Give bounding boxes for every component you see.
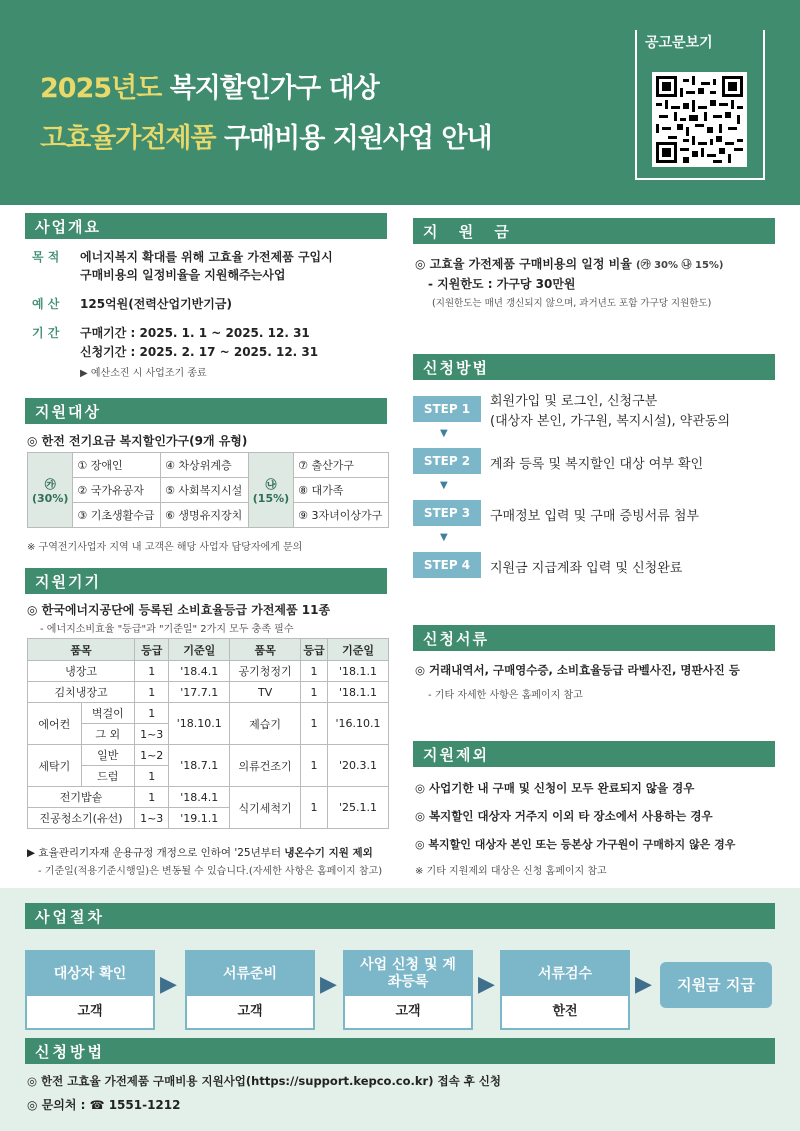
step-3-badge: STEP 3 [413,500,481,526]
item-name: 진공청소기(유선) [28,808,135,829]
howto-line-1: ◎ 한전 고효율 가전제품 구매비용 지원사업(https://support.kepco.co.kr) 접속 후 신청 [27,1074,502,1088]
process-step-actor: 고객 [77,1004,103,1019]
col-header: 품목 [28,639,135,661]
item-date: '18.1.1 [328,682,389,703]
item-name: 김치냉장고 [28,682,135,703]
item-name: 세탁기 [28,745,82,787]
group-a-label: ㉮ (30%) [28,453,73,528]
purpose-line-2: 구매비용의 일정비율을 지원해주는사업 [80,268,286,282]
col-header: 등급 [135,639,169,661]
exclude-item: ◎ 복지할인 대상자 본인 또는 등본상 가구원이 구매하지 않은 경우 [415,838,736,851]
target-item: ⑨ 3자녀이상가구 [294,503,389,528]
items-sub: - 에너지소비효율 "등급"과 "기준일" 2가지 모두 충족 필수 [40,624,294,635]
item-grade: 1 [300,661,327,682]
process-step-label: 서류준비 [187,952,313,996]
period-key: 기 간 [32,326,60,340]
qr-label: 공고문보기 [645,35,713,51]
step-2-badge: STEP 2 [413,448,481,474]
item-date: '18.1.1 [328,661,389,682]
item-date: '18.7.1 [169,745,230,787]
apply-section-title: 신청방법 [413,354,775,380]
howto-section-title: 신청방법 [25,1038,775,1064]
step-1-text-1: 회원가입 및 로그인, 신청구분 [490,394,658,409]
items-note-2: - 기준일(적용기준시행일)은 변동될 수 있습니다.(자세한 사항은 홈페이지 참고) [38,866,383,877]
target-item: ⑥ 생명유지장치 [161,503,249,528]
target-section-title: 지원대상 [25,398,387,424]
process-step-3 [343,950,473,1030]
grant-limit: - 지원한도 : 가구당 30만원 [428,277,576,291]
item-date: '18.4.1 [169,661,230,682]
docs-line-2: - 기타 자세한 사항은 홈페이지 참고 [428,690,583,701]
items-section-title: 지원기기 [25,568,387,594]
target-item: ① 장애인 [73,453,161,478]
items-head: ◎ 한국에너지공단에 등록된 소비효율등급 가전제품 11종 [27,603,331,617]
item-grade: 1 [300,787,327,829]
step-2-text: 계좌 등록 및 복지할인 대상 여부 확인 [490,457,704,472]
process-step-actor: 고객 [237,1004,263,1019]
budget-value: 125억원(전력산업기반기금) [80,297,232,311]
group-b-label: ㉯ (15%) [248,453,293,528]
process-arrow-icon: ▶ [320,972,337,997]
process-arrow-icon: ▶ [635,972,652,997]
target-item: ③ 기초생활수급 [73,503,161,528]
howto-contact: ◎ 문의처 : ☎ 1551-1212 [27,1098,181,1112]
exclude-note: ※ 기타 지원제외 대상은 신청 홈페이지 참고 [415,866,607,877]
process-final: 지원금 지급 [660,962,772,1008]
process-arrow-icon: ▶ [160,972,177,997]
target-item: ④ 차상위계층 [161,453,249,478]
period-apply: 신청기간 : 2025. 2. 17 ~ 2025. 12. 31 [80,345,319,359]
step-arrow-icon: ▼ [440,532,448,543]
col-header: 등급 [300,639,327,661]
process-section-title: 사업절차 [25,903,775,929]
process-step-4 [500,950,630,1030]
col-header: 기준일 [169,639,230,661]
title-line-1: 2025년도 복지할인가구 대상 [40,73,379,104]
header-banner [0,0,800,205]
exclude-section-title: 지원제외 [413,741,775,767]
overview-section-title: 사업개요 [25,213,387,239]
process-step-2 [185,950,315,1030]
process-step-label: 사업 신청 및 계좌등록 [345,952,471,996]
purpose-line-1: 에너지복지 확대를 위해 고효율 가전제품 구입시 [80,250,333,264]
item-grade: 1 [135,766,169,787]
process-step-label: 대상자 확인 [27,952,153,996]
target-item: ⑦ 출산가구 [294,453,389,478]
period-note: ▶ 예산소진 시 사업조기 종료 [80,368,207,379]
item-name: TV [230,682,301,703]
item-name: 제습기 [230,703,301,745]
step-arrow-icon: ▼ [440,480,448,491]
col-header: 품목 [230,639,301,661]
item-grade: 1 [135,703,169,724]
item-grade: 1 [135,787,169,808]
item-grade: 1 [300,745,327,787]
step-3-text: 구매정보 입력 및 구매 증빙서류 첨부 [490,509,700,524]
item-subtype: 일반 [81,745,135,766]
exclude-item: ◎ 복지할인 대상자 거주지 이외 타 장소에서 사용하는 경우 [415,809,713,823]
step-4-text: 지원금 지급계좌 입력 및 신청완료 [490,561,683,576]
qr-code-icon[interactable] [652,72,747,167]
item-date: '17.7.1 [169,682,230,703]
item-grade: 1 [300,682,327,703]
item-name: 식기세척기 [230,787,301,829]
item-grade: 1 [300,703,327,745]
item-date: '25.1.1 [328,787,389,829]
process-step-actor: 한전 [552,1004,578,1019]
target-item: ② 국가유공자 [73,478,161,503]
item-date: '16.10.1 [328,703,389,745]
process-step-actor: 고객 [395,1004,421,1019]
item-subtype: 벽걸이 [81,703,135,724]
item-grade: 1~3 [135,808,169,829]
process-step-label: 서류검수 [502,952,628,996]
grant-section-title: 지 원 금 [413,218,775,244]
item-date: '18.4.1 [169,787,230,808]
target-item: ⑧ 대가족 [294,478,389,503]
docs-line-1: ◎ 거래내역서, 구매영수증, 소비효율등급 라벨사진, 명판사진 등 [415,663,740,677]
item-date: '20.3.1 [328,745,389,787]
purpose-key: 목 적 [32,250,60,264]
item-grade: 1~3 [135,724,169,745]
target-item: ⑤ 사회복지시설 [161,478,249,503]
process-step-1 [25,950,155,1030]
item-name: 의류건조기 [230,745,301,787]
item-date: '18.10.1 [169,703,230,745]
period-purchase: 구매기간 : 2025. 1. 1 ~ 2025. 12. 31 [80,326,310,340]
step-1-badge: STEP 1 [413,396,481,422]
budget-key: 예 산 [32,297,60,311]
items-note-1: ▶ 효율관리기자재 운용규정 개정으로 인하여 '25년부터 냉온수기 지원 제외 [27,847,373,859]
item-subtype: 그 외 [81,724,135,745]
item-name: 냉장고 [28,661,135,682]
item-grade: 1 [135,661,169,682]
item-subtype: 드럼 [81,766,135,787]
item-grade: 1~2 [135,745,169,766]
step-1-text-2: (대상자 본인, 가구원, 복지시설), 약관동의 [490,414,730,429]
item-name: 전기밥솥 [28,787,135,808]
items-table [27,638,389,829]
item-name: 에어컨 [28,703,82,745]
grant-note: (지원한도는 매년 갱신되지 않으며, 과거년도 포함 가구당 지원한도) [432,298,712,309]
item-name: 공기청정기 [230,661,301,682]
exclude-item: ◎ 사업기한 내 구매 및 신청이 모두 완료되지 않을 경우 [415,781,695,795]
step-arrow-icon: ▼ [440,428,448,439]
docs-section-title: 신청서류 [413,625,775,651]
col-header: 기준일 [328,639,389,661]
item-grade: 1 [135,682,169,703]
target-note: ※ 구역전기사업자 지역 내 고객은 해당 사업자 담당자에게 문의 [27,542,303,553]
title-line-2: 고효율가전제품 구매비용 지원사업 안내 [40,123,492,154]
step-4-badge: STEP 4 [413,552,481,578]
process-arrow-icon: ▶ [478,972,495,997]
target-table [27,452,389,528]
grant-line-1: ◎ 고효율 가전제품 구매비용의 일정 비율 (㉮ 30% ㉯ 15%) [415,257,724,271]
target-head: ◎ 한전 전기요금 복지할인가구(9개 유형) [27,434,248,448]
item-date: '19.1.1 [169,808,230,829]
